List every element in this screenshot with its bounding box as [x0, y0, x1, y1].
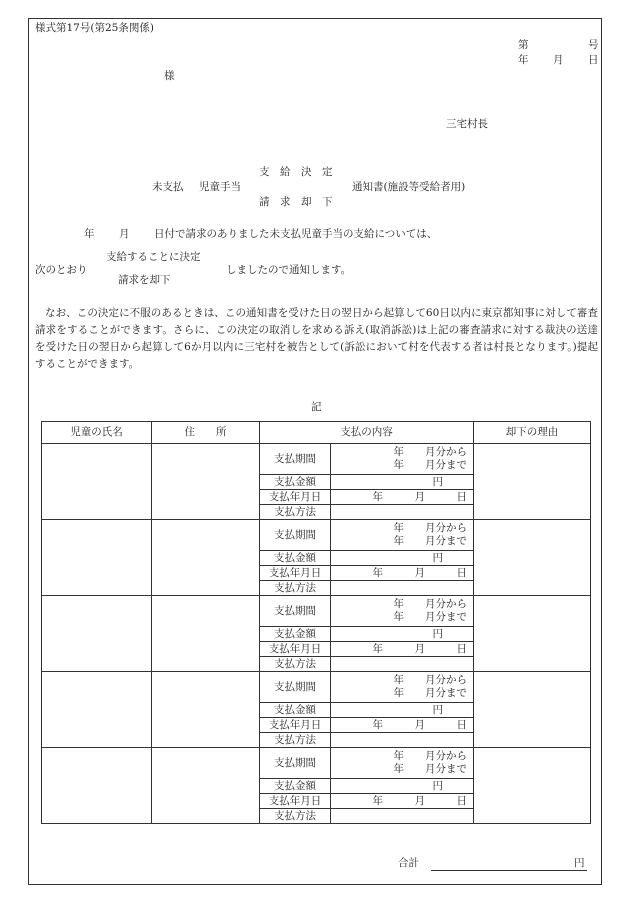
period-to: 年 月分まで — [393, 687, 467, 699]
issuer-name: 三宅村長 — [446, 118, 488, 130]
amount-value[interactable] — [331, 627, 474, 642]
table-header-row — [42, 422, 591, 444]
body-line1-text: 日付で請求のありました未支払児童手当の支給については、 — [154, 228, 438, 240]
header-payment-content: 支払の内容 — [260, 422, 474, 444]
header-rejection-reason: 却下の理由 — [474, 422, 591, 444]
method-label: 支払方法 — [260, 657, 331, 672]
date-label: 支払年月日 — [260, 794, 331, 809]
title-prefix-jidoteate: 児童手当 — [199, 181, 241, 193]
period-to: 年 月分まで — [393, 535, 467, 547]
method-value[interactable] — [331, 657, 474, 672]
rejection-reason-cell[interactable] — [474, 748, 591, 824]
body-tsuki: 月 — [119, 228, 130, 240]
amount-unit: 円 — [432, 627, 443, 640]
date-value[interactable] — [331, 642, 474, 657]
header-address: 住 所 — [152, 422, 260, 444]
payment-table — [41, 421, 591, 824]
period-from: 年 月分から — [393, 750, 467, 762]
child-name-cell[interactable] — [42, 444, 152, 520]
body-option-kyakka: 請求を却下 — [118, 274, 171, 286]
child-name-cell[interactable] — [42, 520, 152, 596]
table-row — [42, 596, 591, 627]
period-value[interactable] — [331, 520, 474, 551]
body-lead: 次のとおり — [35, 264, 88, 276]
method-value[interactable] — [331, 581, 474, 596]
date-value[interactable] — [331, 718, 474, 733]
total-line — [431, 870, 587, 871]
total-unit: 円 — [574, 857, 585, 869]
amount-unit: 円 — [432, 779, 443, 792]
period-from: 年 月分から — [393, 446, 467, 458]
ki-heading: 記 — [311, 401, 322, 413]
period-to: 年 月分まで — [393, 459, 467, 471]
date-label: 支払年月日 — [260, 490, 331, 505]
period-from: 年 月分から — [393, 598, 467, 610]
number-go: 号 — [588, 39, 599, 51]
table-row — [42, 672, 591, 703]
date-value-text: 年 月 日 — [372, 566, 467, 579]
amount-value[interactable] — [331, 475, 474, 490]
amount-value[interactable] — [331, 551, 474, 566]
method-label: 支払方法 — [260, 809, 331, 824]
period-label: 支払期間 — [260, 596, 331, 627]
amount-unit: 円 — [432, 551, 443, 564]
rejection-reason-cell[interactable] — [474, 596, 591, 672]
period-to: 年 月分まで — [393, 763, 467, 775]
period-label: 支払期間 — [260, 520, 331, 551]
amount-label: 支払金額 — [260, 475, 331, 490]
header-child-name: 児童の氏名 — [42, 422, 152, 444]
appeal-notice: なお、この決定に不服のあるときは、この通知書を受けた日の翌日から起算して60日以内に東京都知事に対して審査請求をすることができます。さらに、この決定の取消しを求める訴え(取消訴訟)は上記の審査請求に対する裁決の送達を受けた日の翌日から起算して6か月以内に三宅村を被告として(訴訟において村を代表する者は村長となります。)提起することができます。 — [35, 307, 598, 370]
title-option-kyakka: 請 求 却 下 — [259, 196, 333, 208]
amount-label: 支払金額 — [260, 703, 331, 718]
child-name-cell[interactable] — [42, 596, 152, 672]
rejection-reason-cell[interactable] — [474, 444, 591, 520]
date-value[interactable] — [331, 794, 474, 809]
child-name-cell[interactable] — [42, 748, 152, 824]
period-label: 支払期間 — [260, 444, 331, 475]
date-value-text: 年 月 日 — [372, 490, 467, 503]
method-value[interactable] — [331, 733, 474, 748]
title-suffix: 通知書(施設等受給者用) — [352, 181, 466, 193]
title-option-kettei: 支 給 決 定 — [259, 166, 333, 178]
date-hi: 日 — [588, 54, 599, 66]
date-label: 支払年月日 — [260, 642, 331, 657]
date-value-text: 年 月 日 — [372, 642, 467, 655]
method-label: 支払方法 — [260, 581, 331, 596]
total-label: 合計 — [398, 857, 419, 869]
date-value[interactable] — [331, 490, 474, 505]
date-value[interactable] — [331, 566, 474, 581]
amount-label: 支払金額 — [260, 551, 331, 566]
method-label: 支払方法 — [260, 733, 331, 748]
amount-value[interactable] — [331, 703, 474, 718]
number-dai: 第 — [518, 39, 529, 51]
period-label: 支払期間 — [260, 748, 331, 779]
table-row — [42, 748, 591, 779]
address-cell[interactable] — [152, 444, 260, 520]
date-tsuki: 月 — [553, 54, 564, 66]
body-line2-tail: しましたので通知します。 — [226, 264, 352, 276]
table-row — [42, 520, 591, 551]
date-value-text: 年 月 日 — [372, 718, 467, 731]
period-from: 年 月分から — [393, 522, 467, 534]
period-to: 年 月分まで — [393, 611, 467, 623]
table-row — [42, 444, 591, 475]
period-from: 年 月分から — [393, 674, 467, 686]
body-nen: 年 — [84, 228, 95, 240]
period-value[interactable] — [331, 596, 474, 627]
address-cell[interactable] — [152, 748, 260, 824]
form-number: 様式第17号(第25条関係) — [35, 22, 154, 34]
rejection-reason-cell[interactable] — [474, 672, 591, 748]
address-cell[interactable] — [152, 520, 260, 596]
date-value-text: 年 月 日 — [372, 794, 467, 807]
date-label: 支払年月日 — [260, 566, 331, 581]
amount-label: 支払金額 — [260, 779, 331, 794]
period-value[interactable] — [331, 672, 474, 703]
method-value[interactable] — [331, 505, 474, 520]
date-label: 支払年月日 — [260, 718, 331, 733]
body-option-kettei: 支給することに決定 — [106, 251, 201, 263]
addressee-sama: 様 — [164, 70, 175, 82]
child-name-cell[interactable] — [42, 672, 152, 748]
rejection-reason-cell[interactable] — [474, 520, 591, 596]
amount-unit: 円 — [432, 475, 443, 488]
amount-value[interactable] — [331, 779, 474, 794]
method-value[interactable] — [331, 809, 474, 824]
title-prefix-mishiharai: 未支払 — [152, 181, 184, 193]
amount-unit: 円 — [432, 703, 443, 716]
amount-label: 支払金額 — [260, 627, 331, 642]
method-label: 支払方法 — [260, 505, 331, 520]
period-label: 支払期間 — [260, 672, 331, 703]
period-value[interactable] — [331, 748, 474, 779]
address-cell[interactable] — [152, 596, 260, 672]
period-value[interactable] — [331, 444, 474, 475]
address-cell[interactable] — [152, 672, 260, 748]
date-nen: 年 — [518, 54, 529, 66]
